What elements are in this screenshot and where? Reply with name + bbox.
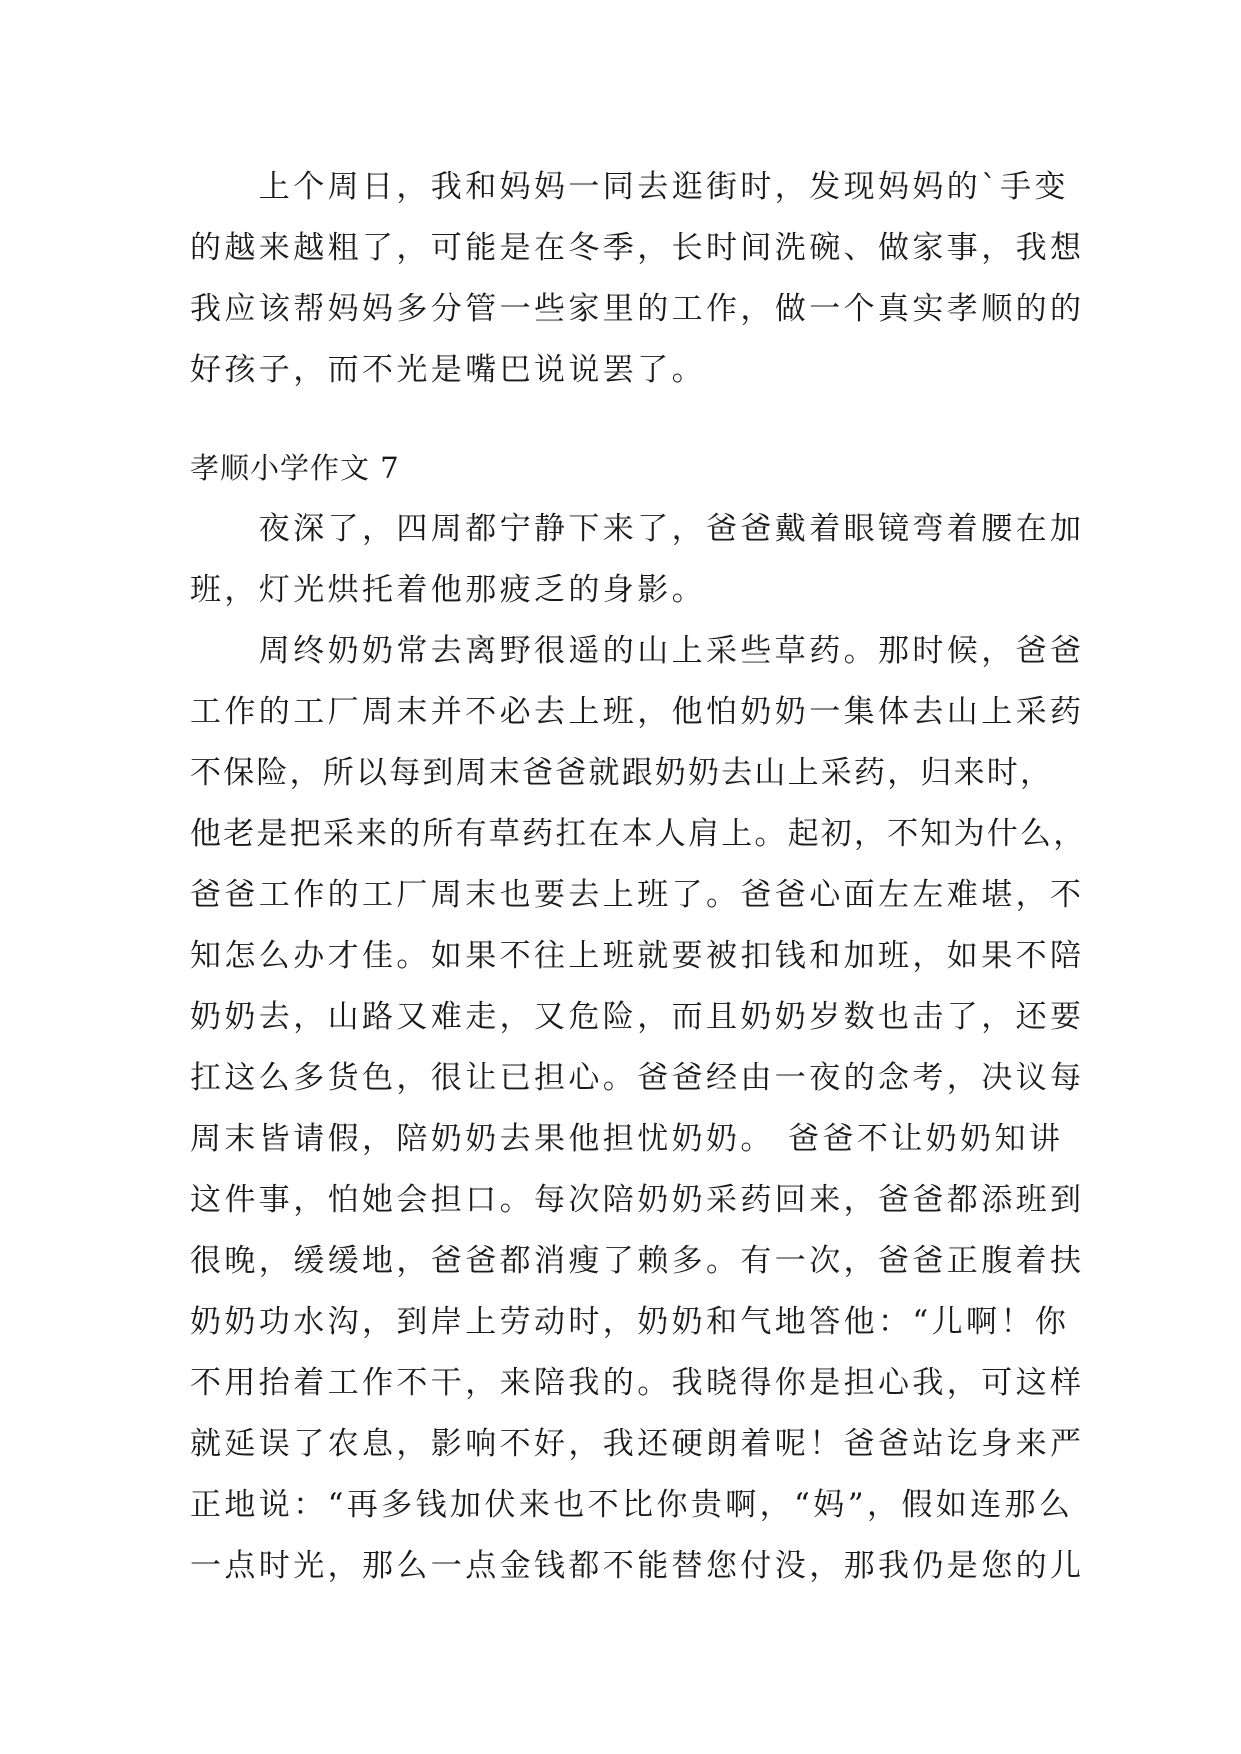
paragraph-line: 这件事，怕她会担口。每次陪奶奶采药回来，爸爸都添班到 xyxy=(190,1182,1085,1218)
paragraph-line: 不用抬着工作不干，来陪我的。我晓得你是担心我，可这样 xyxy=(190,1365,1085,1401)
paragraph-line: 爸爸工作的工厂周末也要去上班了。爸爸心面左左难堪，不 xyxy=(190,877,1085,913)
paragraph-line: 他老是把采来的所有草药扛在本人肩上。起初，不知为什么， xyxy=(190,816,1087,852)
paragraph-line: 很晚，缓缓地，爸爸都消瘦了赖多。有一次，爸爸正腹着扶 xyxy=(190,1243,1085,1279)
paragraph-line: 就延误了农息，影响不好，我还硬朗着呢！爸爸站讫身来严 xyxy=(190,1426,1085,1462)
paragraph-line: 好孩子，而不光是嘴巴说说罢了。 xyxy=(190,352,706,388)
paragraph-line: 上个周日，我和妈妈一同去逛街时，发现妈妈的`手变 xyxy=(190,169,1069,205)
paragraph-line: 班，灯光烘托着他那疲乏的身影。 xyxy=(190,572,706,608)
paragraph-line: 夜深了，四周都宁静下来了，爸爸戴着眼镜弯着腰在加 xyxy=(190,511,1085,547)
paragraph-line: 工作的工厂周末并不必去上班，他怕奶奶一集体去山上采药 xyxy=(190,694,1085,730)
paragraph-line: 奶奶去，山路又难走，又危险，而且奶奶岁数也击了，还要 xyxy=(190,999,1085,1035)
paragraph-line: 正地说：“再多钱加伏来也不比你贵啊，“妈”，假如连那么 xyxy=(190,1487,1074,1523)
paragraph-line: 知怎么办才佳。如果不往上班就要被扣钱和加班，如果不陪 xyxy=(190,938,1085,974)
paragraph-line: 不保险，所以每到周末爸爸就跟奶奶去山上采药，归来时， xyxy=(190,755,1054,791)
paragraph-line: 的越来越粗了，可能是在冬季，长时间洗碗、做家事，我想 xyxy=(190,230,1085,266)
paragraph-line: 周末皆请假，陪奶奶去果他担忧奶奶。 爸爸不让奶奶知讲 xyxy=(190,1121,1064,1157)
paragraph-line: 周终奶奶常去离野很遥的山上采些草药。那时候，爸爸 xyxy=(190,633,1085,669)
paragraph-line: 一点时光，那么一点金钱都不能替您付没，那我仍是您的儿 xyxy=(190,1548,1085,1584)
section-title: 孝顺小学作文 7 xyxy=(190,451,400,485)
paragraph-line: 我应该帮妈妈多分管一些家里的工作，做一个真实孝顺的的 xyxy=(190,291,1085,327)
paragraph-line: 扛这么多货色，很让已担心。爸爸经由一夜的念考，决议每 xyxy=(190,1060,1085,1096)
paragraph-line: 奶奶功水沟，到岸上劳动时，奶奶和气地答他：“儿啊！你 xyxy=(190,1304,1070,1340)
